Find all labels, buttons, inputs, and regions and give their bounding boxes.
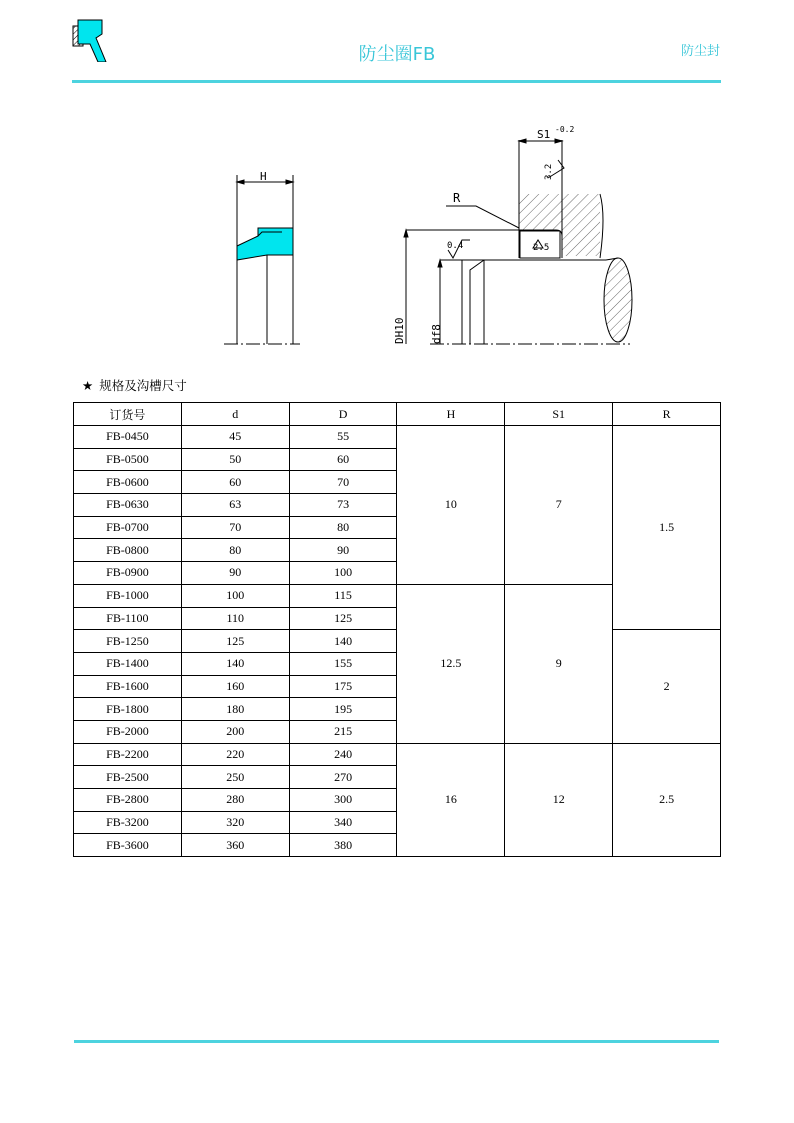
big-d-cell: 155 <box>289 652 397 675</box>
big-d-cell: 270 <box>289 766 397 789</box>
star-icon: ★ <box>82 378 94 393</box>
d-cell: 160 <box>181 675 289 698</box>
order-no-cell: FB-1000 <box>74 584 182 607</box>
table-header-row <box>74 403 721 426</box>
d-cell: 70 <box>181 516 289 539</box>
h-group-cell: 12.5 <box>397 584 505 743</box>
order-no-cell: FB-0900 <box>74 562 182 585</box>
order-no-cell: FB-1250 <box>74 630 182 653</box>
h-group-cell: 10 <box>397 426 505 585</box>
header-h: H <box>397 403 505 426</box>
big-d-cell: 70 <box>289 471 397 494</box>
d-cell: 80 <box>181 539 289 562</box>
section-heading-text: 规格及沟槽尺寸 <box>99 378 187 393</box>
d-cell: 200 <box>181 720 289 743</box>
order-no-cell: FB-2200 <box>74 743 182 766</box>
order-no-cell: FB-0600 <box>74 471 182 494</box>
big-d-cell: 100 <box>289 562 397 585</box>
page-title: 防尘圈FB <box>358 44 436 65</box>
big-d-cell: 300 <box>289 789 397 812</box>
d-cell: 320 <box>181 811 289 834</box>
section-heading <box>82 376 187 394</box>
order-no-cell: FB-3200 <box>74 811 182 834</box>
order-no-cell: FB-1400 <box>74 652 182 675</box>
dim-s1-label: S1 <box>537 128 551 141</box>
order-no-cell: FB-0700 <box>74 516 182 539</box>
header-r: R <box>613 403 721 426</box>
footer-divider <box>74 1040 719 1043</box>
big-d-cell: 140 <box>289 630 397 653</box>
dim-df-label: df8 <box>430 324 443 344</box>
r-group-cell: 2.5 <box>613 743 721 856</box>
d-cell: 220 <box>181 743 289 766</box>
d-cell: 60 <box>181 471 289 494</box>
d-cell: 140 <box>181 652 289 675</box>
dim-dh-label: DH10 <box>393 317 406 344</box>
d-cell: 90 <box>181 562 289 585</box>
category-label: 防尘封 <box>680 44 720 59</box>
big-d-cell: 90 <box>289 539 397 562</box>
header-d: d <box>181 403 289 426</box>
order-no-cell: FB-1600 <box>74 675 182 698</box>
roughness-mid-label: 2.5 <box>533 243 550 253</box>
h-group-cell: 16 <box>397 743 505 856</box>
table-row <box>74 743 721 766</box>
roughness-top-label: 3.2 <box>544 163 554 180</box>
d-cell: 250 <box>181 766 289 789</box>
big-d-cell: 215 <box>289 720 397 743</box>
header-big-d: D <box>289 403 397 426</box>
r-group-cell: 1.5 <box>613 426 721 630</box>
table-row <box>74 426 721 449</box>
technical-drawing <box>0 0 794 360</box>
order-no-cell: FB-2500 <box>74 766 182 789</box>
roughness-left-label: 0.4 <box>447 241 464 251</box>
d-cell: 360 <box>181 834 289 857</box>
big-d-cell: 175 <box>289 675 397 698</box>
big-d-cell: 80 <box>289 516 397 539</box>
s1-group-cell: 7 <box>505 426 613 585</box>
big-d-cell: 240 <box>289 743 397 766</box>
d-cell: 63 <box>181 494 289 517</box>
big-d-cell: 380 <box>289 834 397 857</box>
d-cell: 110 <box>181 607 289 630</box>
r-group-cell: 2 <box>613 630 721 743</box>
big-d-cell: 125 <box>289 607 397 630</box>
spec-table <box>73 402 721 857</box>
big-d-cell: 340 <box>289 811 397 834</box>
order-no-cell: FB-2800 <box>74 789 182 812</box>
dim-r-label: R <box>453 191 461 205</box>
order-no-cell: FB-0800 <box>74 539 182 562</box>
big-d-cell: 73 <box>289 494 397 517</box>
d-cell: 45 <box>181 426 289 449</box>
order-no-cell: FB-0450 <box>74 426 182 449</box>
big-d-cell: 60 <box>289 448 397 471</box>
big-d-cell: 195 <box>289 698 397 721</box>
big-d-cell: 55 <box>289 426 397 449</box>
dim-h-label: H <box>260 170 267 183</box>
d-cell: 100 <box>181 584 289 607</box>
s1-group-cell: 12 <box>505 743 613 856</box>
order-no-cell: FB-0500 <box>74 448 182 471</box>
s1-group-cell: 9 <box>505 584 613 743</box>
header-s1: S1 <box>505 403 613 426</box>
d-cell: 280 <box>181 789 289 812</box>
header-order-no: 订货号 <box>74 403 182 426</box>
order-no-cell: FB-1800 <box>74 698 182 721</box>
d-cell: 180 <box>181 698 289 721</box>
big-d-cell: 115 <box>289 584 397 607</box>
order-no-cell: FB-2000 <box>74 720 182 743</box>
d-cell: 125 <box>181 630 289 653</box>
order-no-cell: FB-1100 <box>74 607 182 630</box>
dim-s1-tolerance: -0.2 <box>555 125 575 134</box>
d-cell: 50 <box>181 448 289 471</box>
order-no-cell: FB-3600 <box>74 834 182 857</box>
order-no-cell: FB-0630 <box>74 494 182 517</box>
